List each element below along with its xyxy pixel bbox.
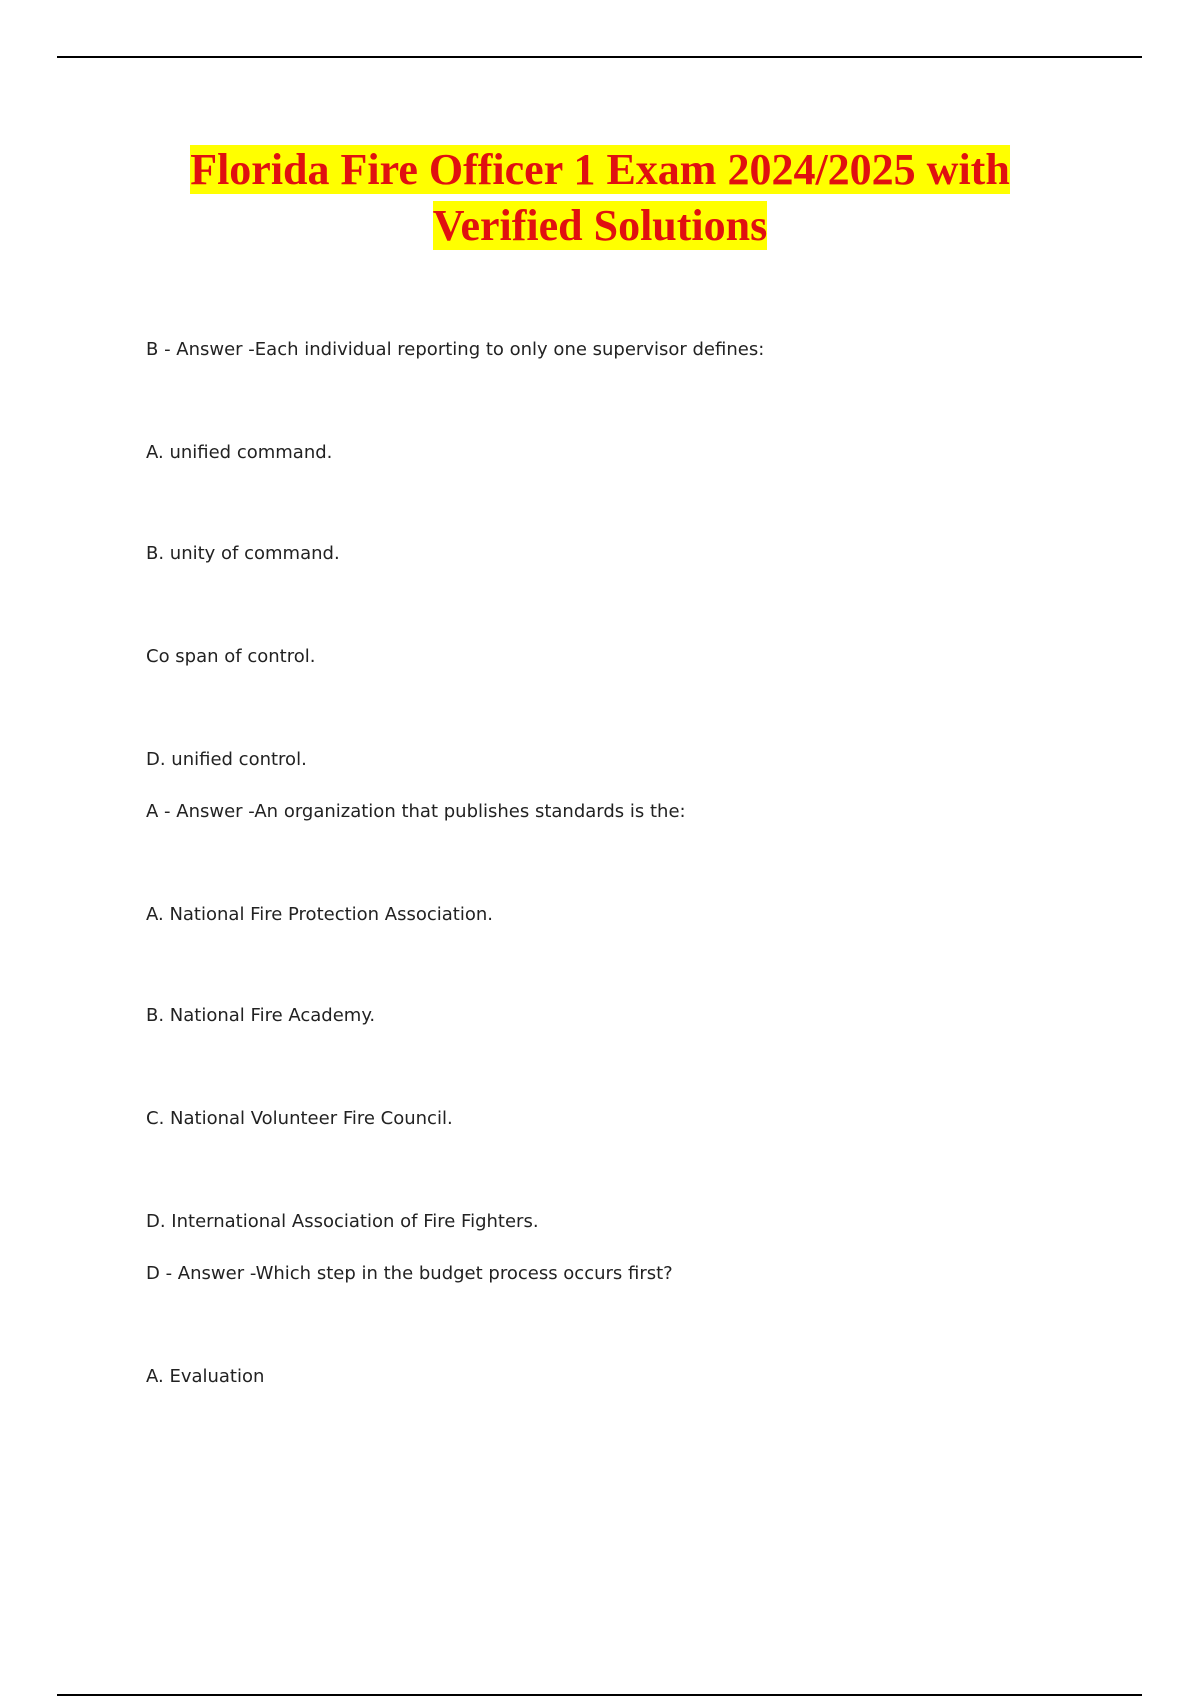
question-2-option-c: C. National Volunteer Fire Council.	[146, 1108, 453, 1129]
question-1-option-b: B. unity of command.	[146, 543, 340, 564]
question-2-option-b: B. National Fire Academy.	[146, 1005, 376, 1026]
title-line-2: Verified Solutions	[432, 201, 768, 250]
question-2-option-a: A. National Fire Protection Association.	[146, 904, 494, 925]
top-rule	[57, 56, 1142, 58]
question-2-option-d: D. International Association of Fire Fighters.	[146, 1211, 539, 1232]
question-1-option-d: D. unified control.	[146, 749, 307, 770]
title-line-1: Florida Fire Officer 1 Exam 2024/2025 with	[190, 145, 1010, 194]
question-1-option-c: Co span of control.	[146, 646, 316, 667]
question-3-option-a: A. Evaluation	[146, 1366, 265, 1387]
question-3-stem: D - Answer -Which step in the budget process occurs first?	[146, 1263, 673, 1284]
bottom-rule	[57, 1694, 1142, 1696]
question-1-option-a: A. unified command.	[146, 442, 333, 463]
question-2-stem: A - Answer -An organization that publishes standards is the:	[146, 801, 686, 822]
question-1-stem: B - Answer -Each individual reporting to only one supervisor defines:	[146, 339, 765, 360]
document-title	[100, 142, 1100, 254]
